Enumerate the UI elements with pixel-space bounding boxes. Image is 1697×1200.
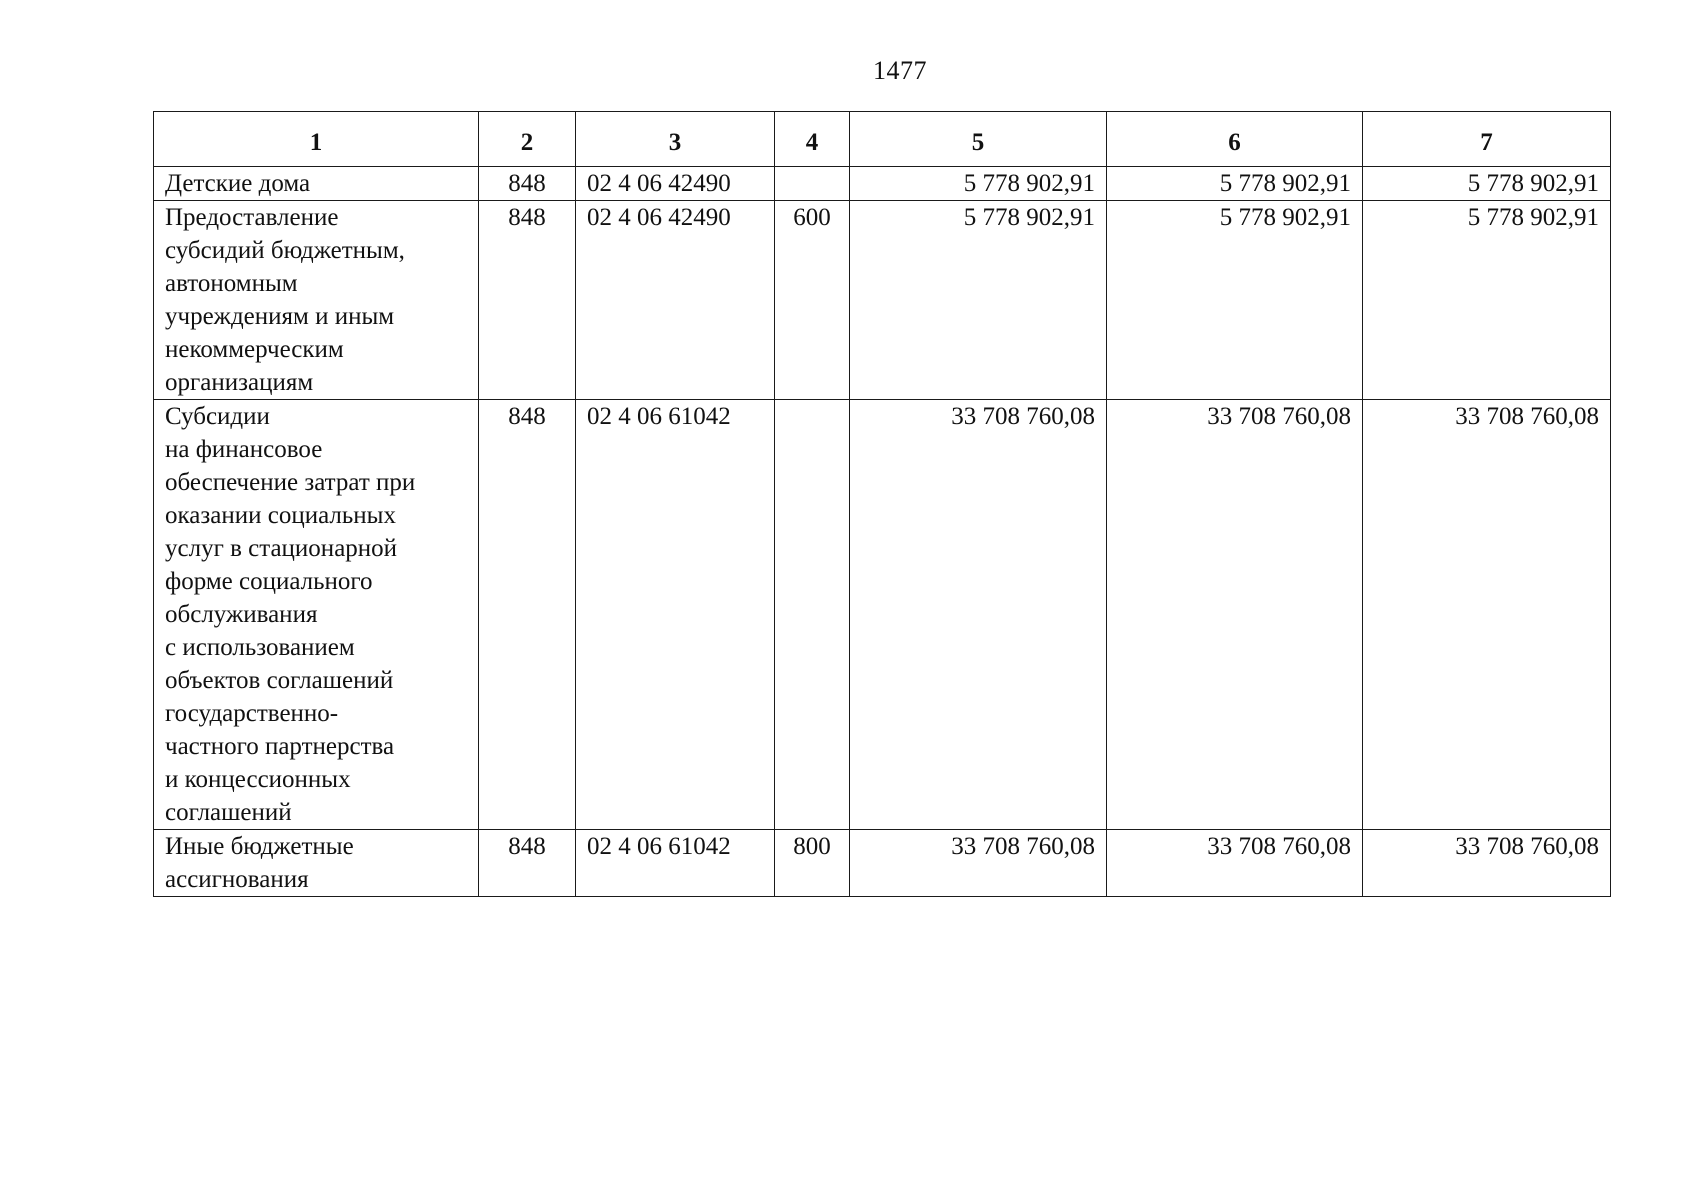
column-header: 6 [1107, 112, 1363, 167]
row-name-cell: Предоставление субсидий бюджетным, автономным учреждениям и иным некоммерческим организациям [154, 201, 479, 400]
amount-cell-col5: 5 778 902,91 [850, 201, 1107, 400]
target-article-cell: 02 4 06 42490 [576, 167, 775, 201]
table-row [154, 167, 1611, 201]
amount-cell-col7: 5 778 902,91 [1363, 201, 1611, 400]
expense-type-cell [775, 400, 850, 830]
amount-cell-col5: 33 708 760,08 [850, 830, 1107, 897]
budget-table [153, 111, 1611, 897]
amount-cell-col6: 5 778 902,91 [1107, 201, 1363, 400]
table-row [154, 400, 1611, 830]
target-article-cell: 02 4 06 61042 [576, 400, 775, 830]
ministry-code-cell: 848 [479, 167, 576, 201]
column-header: 7 [1363, 112, 1611, 167]
row-name-cell: Субсидии на финансовое обеспечение затрат при оказании социальных услуг в стационарной форме социального обслуживания с использованием объектов соглашений государственно- частного партнерства и концессионных соглашений [154, 400, 479, 830]
expense-type-cell: 600 [775, 201, 850, 400]
column-header: 4 [775, 112, 850, 167]
table-header-row [154, 112, 1611, 167]
row-name-cell: Детские дома [154, 167, 479, 201]
ministry-code-cell: 848 [479, 201, 576, 400]
target-article-cell: 02 4 06 61042 [576, 830, 775, 897]
amount-cell-col7: 33 708 760,08 [1363, 830, 1611, 897]
table-row [154, 830, 1611, 897]
ministry-code-cell: 848 [479, 830, 576, 897]
amount-cell-col6: 33 708 760,08 [1107, 400, 1363, 830]
row-name-cell: Иные бюджетные ассигнования [154, 830, 479, 897]
ministry-code-cell: 848 [479, 400, 576, 830]
expense-type-cell: 800 [775, 830, 850, 897]
amount-cell-col6: 33 708 760,08 [1107, 830, 1363, 897]
page-number: 1477 [873, 56, 927, 85]
amount-cell-col5: 33 708 760,08 [850, 400, 1107, 830]
table-row [154, 201, 1611, 400]
target-article-cell: 02 4 06 42490 [576, 201, 775, 400]
amount-cell-col6: 5 778 902,91 [1107, 167, 1363, 201]
amount-cell-col5: 5 778 902,91 [850, 167, 1107, 201]
amount-cell-col7: 5 778 902,91 [1363, 167, 1611, 201]
expense-type-cell [775, 167, 850, 201]
amount-cell-col7: 33 708 760,08 [1363, 400, 1611, 830]
column-header: 1 [154, 112, 479, 167]
column-header: 3 [576, 112, 775, 167]
column-header: 5 [850, 112, 1107, 167]
column-header: 2 [479, 112, 576, 167]
